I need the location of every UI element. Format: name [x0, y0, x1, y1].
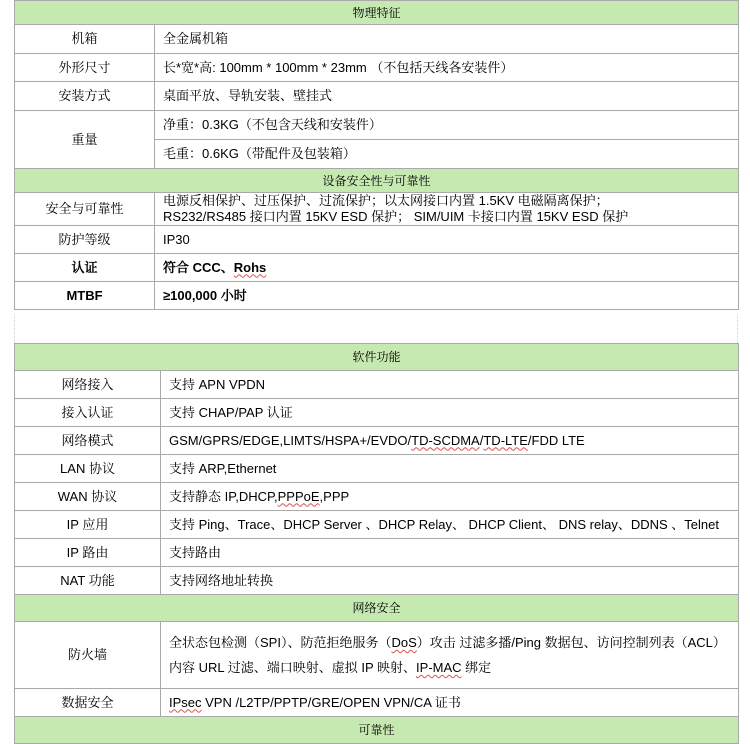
- certification-rohs: Rohs: [233, 259, 267, 275]
- software-security-table: [14, 343, 739, 744]
- data-security-value: [161, 689, 739, 717]
- mtbf-label: MTBF: [15, 282, 155, 310]
- network-mode-suffix: /FDD LTE: [527, 432, 585, 448]
- software-row-value: 支持路由: [161, 539, 739, 567]
- software-row-label: LAN 协议: [15, 455, 161, 483]
- safety-line-1: 电源反相保护、过压保护、过流保护；以太网接口内置 1.5KV 电磁隔离保护；: [163, 193, 609, 208]
- certification-value: [155, 254, 739, 282]
- firewall-line-1: [169, 630, 738, 655]
- firewall-line-2: [169, 655, 738, 680]
- software-row-value: 支持网络地址转换: [161, 567, 739, 595]
- software-row-value: 支持 ARP,Ethernet: [161, 455, 739, 483]
- safety-value: [155, 193, 739, 226]
- weight-net: 净重：0.3KG（不包含天线和安装件）: [155, 111, 739, 140]
- protection-label: 防护等级: [15, 226, 155, 254]
- network-mode-mark-1: TD-SCDMA: [411, 432, 480, 448]
- mtbf-value: ≥100,000 小时: [155, 282, 739, 310]
- network-mode-mid: /: [479, 432, 484, 448]
- software-row-label: IP 应用: [15, 511, 161, 539]
- firewall-line-2-suffix: 绑定: [461, 660, 492, 675]
- mounting-value: 桌面平放、导轨安装、壁挂式: [155, 82, 739, 111]
- firewall-dos: DoS: [391, 635, 417, 650]
- firewall-value: [161, 622, 739, 689]
- certification-prefix: 符合 CCC、: [163, 259, 234, 275]
- physical-reliability-table: [14, 0, 739, 310]
- physical-header: 物理特征: [15, 1, 739, 25]
- software-row-value: 支持 Ping、Trace、DHCP Server 、DHCP Relay、 DHCP Client、 DNS relay、DDNS 、Telnet: [161, 511, 739, 539]
- software-row-value: 支持 CHAP/PAP 认证: [161, 399, 739, 427]
- firewall-line-2-prefix: 内容 URL 过滤、端口映射、虚拟 IP 映射、: [169, 660, 417, 675]
- weight-label: 重量: [15, 111, 155, 169]
- data-security-ipsec: IPsec: [169, 694, 202, 710]
- weight-gross: 毛重：0.6KG（带配件及包装箱）: [155, 140, 739, 169]
- software-header: 软件功能: [15, 344, 739, 371]
- firewall-line-1-suffix: ）攻击 过滤多播/Ping 数据包、访问控制列表（ACL）: [416, 635, 726, 650]
- dimensions-value: 长*宽*高: 100mm * 100mm * 23mm （不包括天线各安装件）: [155, 54, 739, 82]
- software-row-label: 网络模式: [15, 427, 161, 455]
- data-security-label: 数据安全: [15, 689, 161, 717]
- software-row-label: 接入认证: [15, 399, 161, 427]
- data-security-suffix: VPN /L2TP/PPTP/GRE/OPEN VPN/CA 证书: [201, 694, 461, 710]
- software-row-value: 支持 APN VPDN: [161, 371, 739, 399]
- software-row-label: WAN 协议: [15, 483, 161, 511]
- network-mode-mark-2: TD-LTE: [483, 432, 528, 448]
- reliability2-header: 可靠性: [15, 717, 739, 744]
- software-row-value: [161, 483, 739, 511]
- dimensions-label: 外形尺寸: [15, 54, 155, 82]
- safety-label: 安全与可靠性: [15, 193, 155, 226]
- network-security-header: 网络安全: [15, 595, 739, 622]
- chassis-value: 全金属机箱: [155, 25, 739, 54]
- software-row-label: 网络接入: [15, 371, 161, 399]
- mounting-label: 安装方式: [15, 82, 155, 111]
- safety-line-2: RS232/RS485 接口内置 15KV ESD 保护； SIM/UIM 卡接口内置 15KV ESD 保护: [163, 209, 629, 224]
- protection-value: IP30: [155, 226, 739, 254]
- firewall-label: 防火墙: [15, 622, 161, 689]
- firewall-line-1-prefix: 全状态包检测（SPI）、防范拒绝服务（: [169, 635, 392, 650]
- wan-mark: PPPoE: [277, 488, 320, 504]
- software-row-value: [161, 427, 739, 455]
- network-mode-prefix: GSM/GPRS/EDGE,LIMTS/HSPA+/EVDO/: [169, 432, 412, 448]
- wan-suffix: ,PPP: [319, 488, 350, 504]
- wan-prefix: 支持静态 IP,DHCP,: [169, 488, 278, 504]
- software-row-label: NAT 功能: [15, 567, 161, 595]
- reliability-header: 设备安全性与可靠性: [15, 169, 739, 193]
- table-gap: [14, 314, 738, 343]
- software-row-label: IP 路由: [15, 539, 161, 567]
- certification-label: 认证: [15, 254, 155, 282]
- chassis-label: 机箱: [15, 25, 155, 54]
- firewall-ip-mac: IP-MAC: [416, 660, 462, 675]
